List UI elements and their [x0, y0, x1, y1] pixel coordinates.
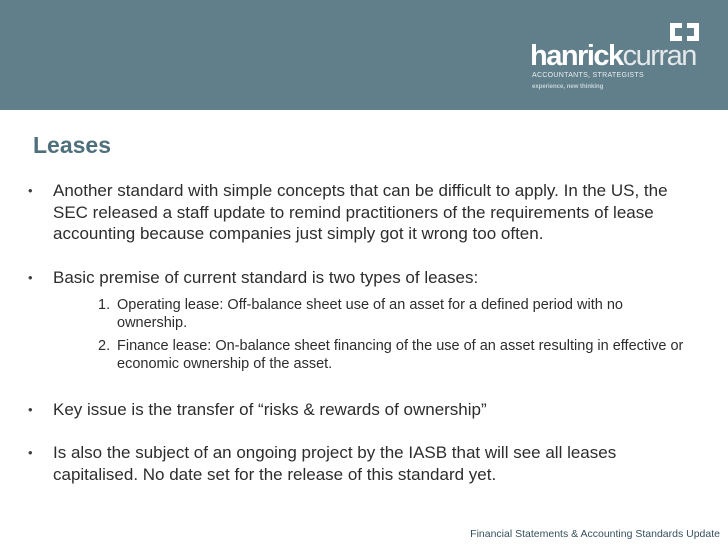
bullet-item — [28, 399, 688, 421]
brand-name-first: hanrick — [530, 40, 623, 72]
bullet-item — [28, 267, 688, 289]
item-text: Operating lease: Off-balance sheet use of an asset for a defined period with no ownership. — [117, 297, 623, 331]
bullet-text: Key issue is the transfer of “risks & rewards of ownership” — [53, 400, 487, 419]
brand-name-second: curran — [622, 40, 696, 72]
item-text: Finance lease: On-balance sheet financing of the use of an asset resulting in effective or economic ownership of the asset. — [117, 338, 684, 372]
brand-tagline: ACCOUNTANTS, STRATEGISTS — [532, 72, 644, 79]
brand-logo — [530, 41, 696, 71]
bullet-text: Basic premise of current standard is two types of leases: — [53, 268, 479, 287]
bullet-text: Another standard with simple concepts that can be difficult to apply. In the US, the SEC released a staff update to remind practitioners of the requirements of lease accounting because companies just simply got it wrong too often. — [53, 181, 668, 243]
numbered-item — [98, 337, 688, 373]
header-band — [0, 0, 728, 110]
brand-slogan: experience, new thinking — [532, 84, 604, 90]
bullet-marker: • — [28, 402, 33, 417]
bullet-marker: • — [28, 183, 33, 198]
footer-caption: Financial Statements & Accounting Standards Update — [470, 528, 720, 540]
bullet-text: Is also the subject of an ongoing project by the IASB that will see all leases capitalised. No date set for the release of this standard yet. — [53, 443, 617, 484]
bullet-marker: • — [28, 270, 33, 285]
bullet-item — [28, 180, 688, 245]
slide-title: Leases — [33, 132, 112, 158]
bullet-item — [28, 442, 688, 485]
numbered-item — [98, 296, 688, 332]
item-number: 1. — [98, 297, 111, 313]
item-number: 2. — [98, 338, 111, 354]
bullet-marker: • — [28, 445, 33, 460]
